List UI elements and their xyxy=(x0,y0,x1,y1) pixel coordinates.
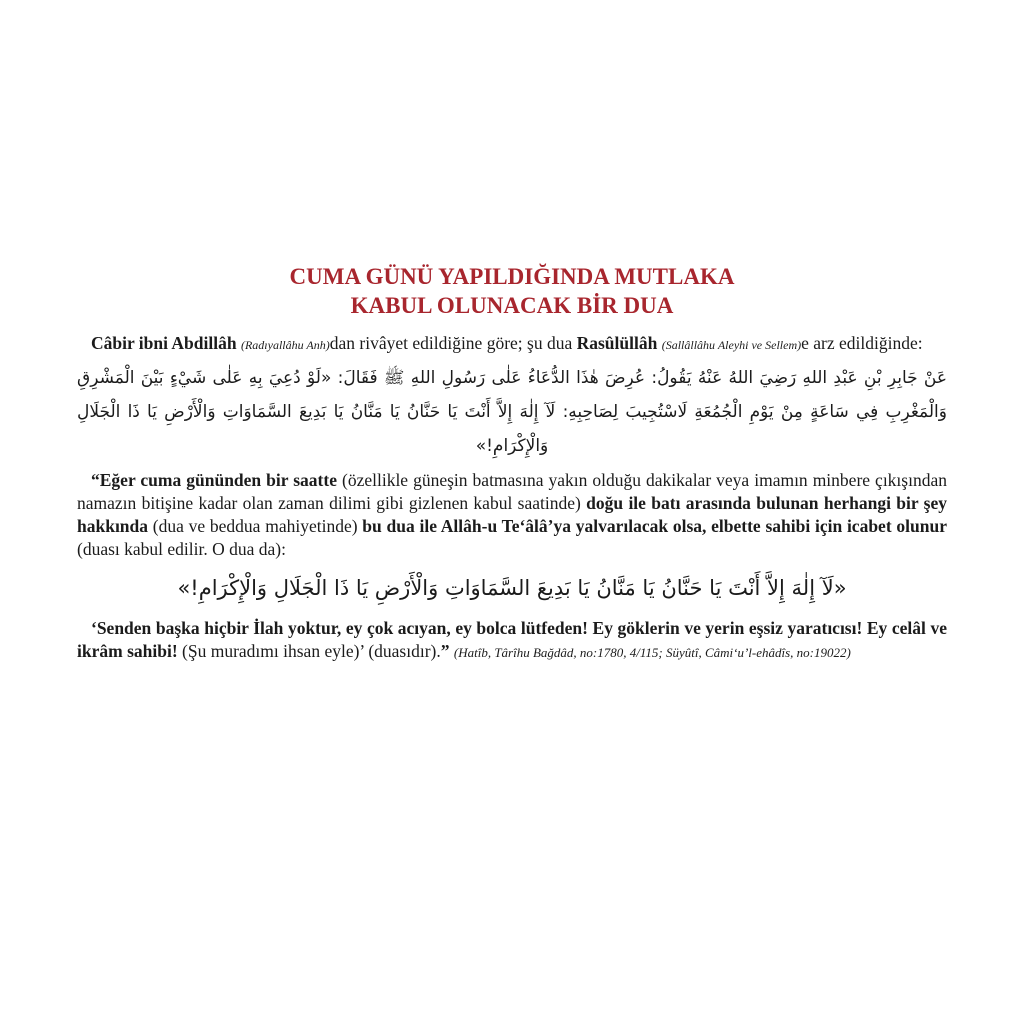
explanation-bold-3: bu dua ile Allâh-u Te‘âlâ’ya yalvarılacak olsa, elbette sahibi için icabet olunur xyxy=(362,516,947,536)
intro-paragraph xyxy=(77,332,947,357)
explanation-paragraph xyxy=(77,469,947,561)
page-title xyxy=(77,262,947,320)
translation-bold: ‘Senden başka hiçbir İlah yoktur, ey çok acıyan, ey bolca lütfeden! Ey göklerin ve yerin eşsiz yaratıcısı! Ey celâl ve ikrâm sahibi! xyxy=(77,618,947,661)
arabic-hadith-text: عَنْ جَابِرِ بْنِ عَبْدِ اللهِ رَضِيَ اللهُ عَنْهُ يَقُولُ: عُرِضَ هٰذَا الدُّعَاءُ عَلٰى رَسُولِ اللهِ ﷺ فَقَالَ: «لَوْ دُعِيَ بِهِ عَلٰى شَيْءٍ بَيْنَ الْمَشْرِقِ وَالْمَغْرِبِ فِي سَاعَةٍ مِنْ يَوْمِ الْجُمُعَةِ لَاسْتُجِيبَ لِصَاحِبِهِ: لَآ إِلٰهَ إِلاَّ أَنْتَ يَا حَنَّانُ يَا مَنَّانُ يَا بَدِيعَ السَّمَاوَاتِ وَالْأَرْضِ يَا ذَا الْجَلَالِ وَالْإِكْرَامِ!» xyxy=(77,368,947,456)
title-line-2: KABUL OLUNACAK BİR DUA xyxy=(350,293,674,318)
closing-quote: ” xyxy=(440,641,450,661)
translation-note: (Şu muradımı ihsan eyle)’ (duasıdır). xyxy=(177,641,441,661)
source-citation: (Hatîb, Târîhu Bağdâd, no:1780, 4/115; Süyûtî, Câmi‘u’l-ehâdîs, no:19022) xyxy=(453,645,851,660)
narrator-honorific: (Radıyallâhu Anh) xyxy=(240,338,330,352)
explanation-note-3: (duası kabul edilir. O dua da): xyxy=(77,539,286,559)
explanation-bold-1: “Eğer cuma gününden bir saatte xyxy=(91,470,337,490)
explanation-note-1: (özellikle güneşin batmasına yakın olduğu dakikalar veya imamın minbere çıkışından namazın bitişine kadar olan zaman dilimi gibi gizlenen kabul saatinde) xyxy=(77,470,947,513)
prophet-honorific: (Sallâllâhu Aleyhi ve Sellem) xyxy=(661,338,802,352)
intro-text-2: e arz edildiğinde: xyxy=(801,333,923,353)
intro-text-1: dan rivâyet edildiğine göre; şu dua xyxy=(329,333,573,353)
explanation-note-2: (dua ve beddua mahiyetinde) xyxy=(148,516,363,536)
explanation-bold-2: doğu ile batı arasında bulunan herhangi bir şey hakkında xyxy=(77,493,947,536)
prophet-name: Rasûlüllâh xyxy=(576,333,658,353)
translation-paragraph xyxy=(77,617,947,664)
narrator-name: Câbir ibni Abdillâh xyxy=(91,333,237,353)
title-line-1: CUMA GÜNÜ YAPILDIĞINDA MUTLAKA xyxy=(289,264,735,289)
arabic-dua-text: «لَآ إِلٰهَ إِلاَّ أَنْتَ يَا حَنَّانُ يَا مَنَّانُ يَا بَدِيعَ السَّمَاوَاتِ وَالْأَرْضِ يَا ذَا الْجَلَالِ وَالْإِكْرَامِ!» xyxy=(177,576,847,600)
